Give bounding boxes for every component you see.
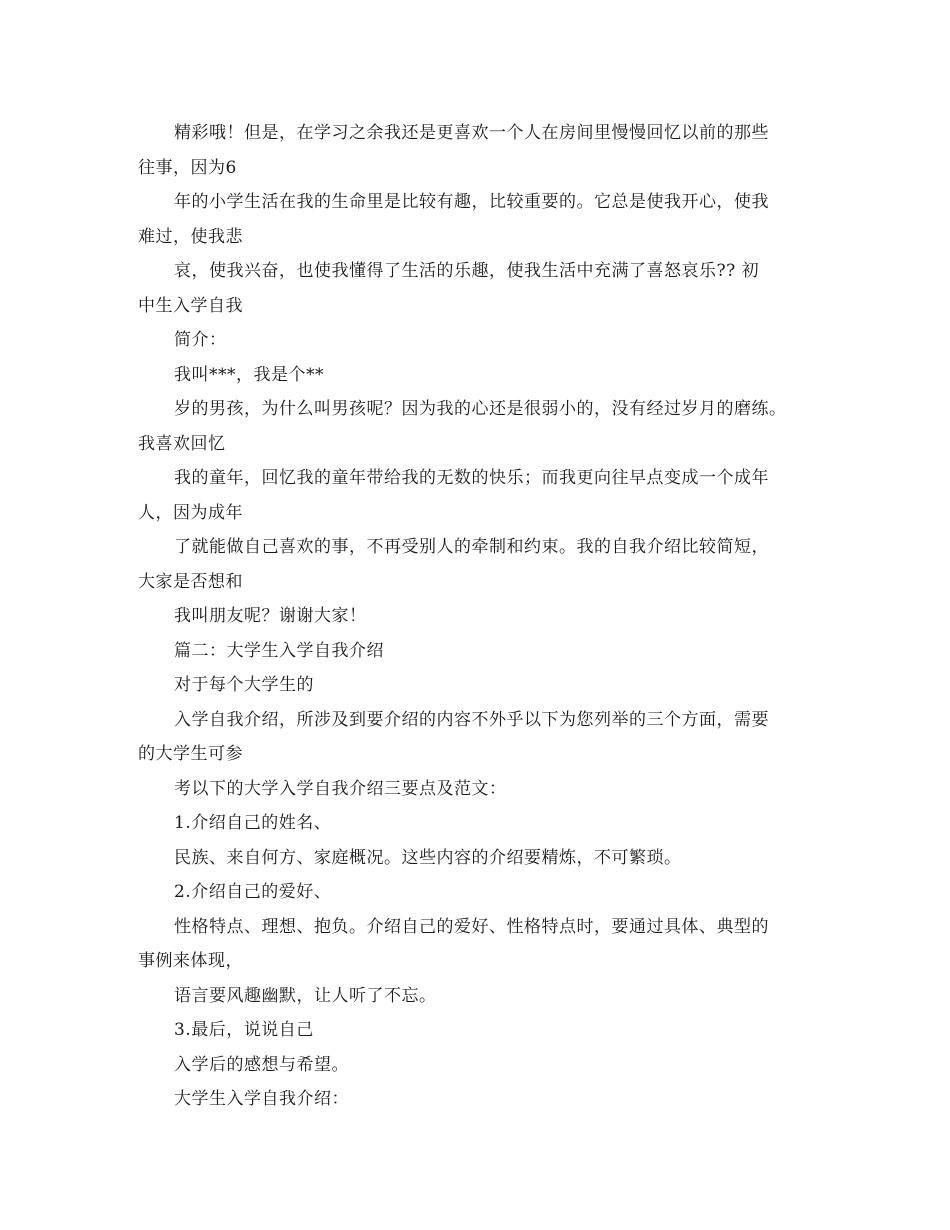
text-line: 1.介绍自己的姓名、 [174,813,332,833]
text-line: 难过，使我悲 [138,226,243,247]
text-line: 人，因为成年 [138,502,243,523]
text-line: 2.介绍自己的爱好、 [174,882,332,902]
text-line: 年的小学生活在我的生命里是比较有趣，比较重要的。它总是使我开心，使我 [174,192,769,212]
text-line: 我叫***，我是个** [174,364,324,385]
text-line: 往事，因为6 [138,157,237,178]
text-line: 中生入学自我 [138,295,243,316]
document-body [138,116,818,1117]
text-line: 考以下的大学入学自我介绍三要点及范文： [174,778,507,799]
text-line: 岁的男孩，为什么叫男孩呢？因为我的心还是很弱小的，没有经过岁月的磨练。 [174,399,787,419]
text-line: 民族、来自何方、家庭概况。这些内容的介绍要精炼，不可繁琐。 [174,847,682,868]
text-line: 了就能做自己喜欢的事，不再受别人的牵制和约束。我的自我介绍比较简短， [174,537,769,557]
text-line: 我喜欢回忆 [138,433,226,454]
text-line: 入学自我介绍，所涉及到要介绍的内容不外乎以下为您列举的三个方面，需要 [174,709,769,730]
text-line: 大学生入学自我介绍： [174,1089,349,1109]
text-line: 我的童年，回忆我的童年带给我的无数的快乐；而我更向往早点变成一个成年 [174,468,769,488]
text-line: 我叫朋友呢？谢谢大家！ [174,606,367,626]
text-line: 大家是否想和 [138,571,243,592]
text-line: 性格特点、理想、抱负。介绍自己的爱好、性格特点时，要通过具体、典型的 [174,916,769,937]
text-line: 的大学生可参 [138,744,243,764]
text-line: 3.最后，说说自己 [174,1020,314,1040]
text-line: 语言要风趣幽默，让人听了不忘。 [174,985,437,1006]
text-line: 入学后的感想与希望。 [174,1054,349,1075]
text-line: 事例来体现， [138,951,243,971]
text-line: 哀，使我兴奋，也使我懂得了生活的乐趣，使我生活中充满了喜怒哀乐?? 初 [174,261,760,281]
text-line: 对于每个大学生的 [174,675,314,695]
text-line: 精彩哦！但是，在学习之余我还是更喜欢一个人在房间里慢慢回忆以前的那些 [174,123,769,143]
text-line: 篇二：大学生入学自我介绍 [174,640,384,661]
text-line: 简介： [174,330,227,350]
